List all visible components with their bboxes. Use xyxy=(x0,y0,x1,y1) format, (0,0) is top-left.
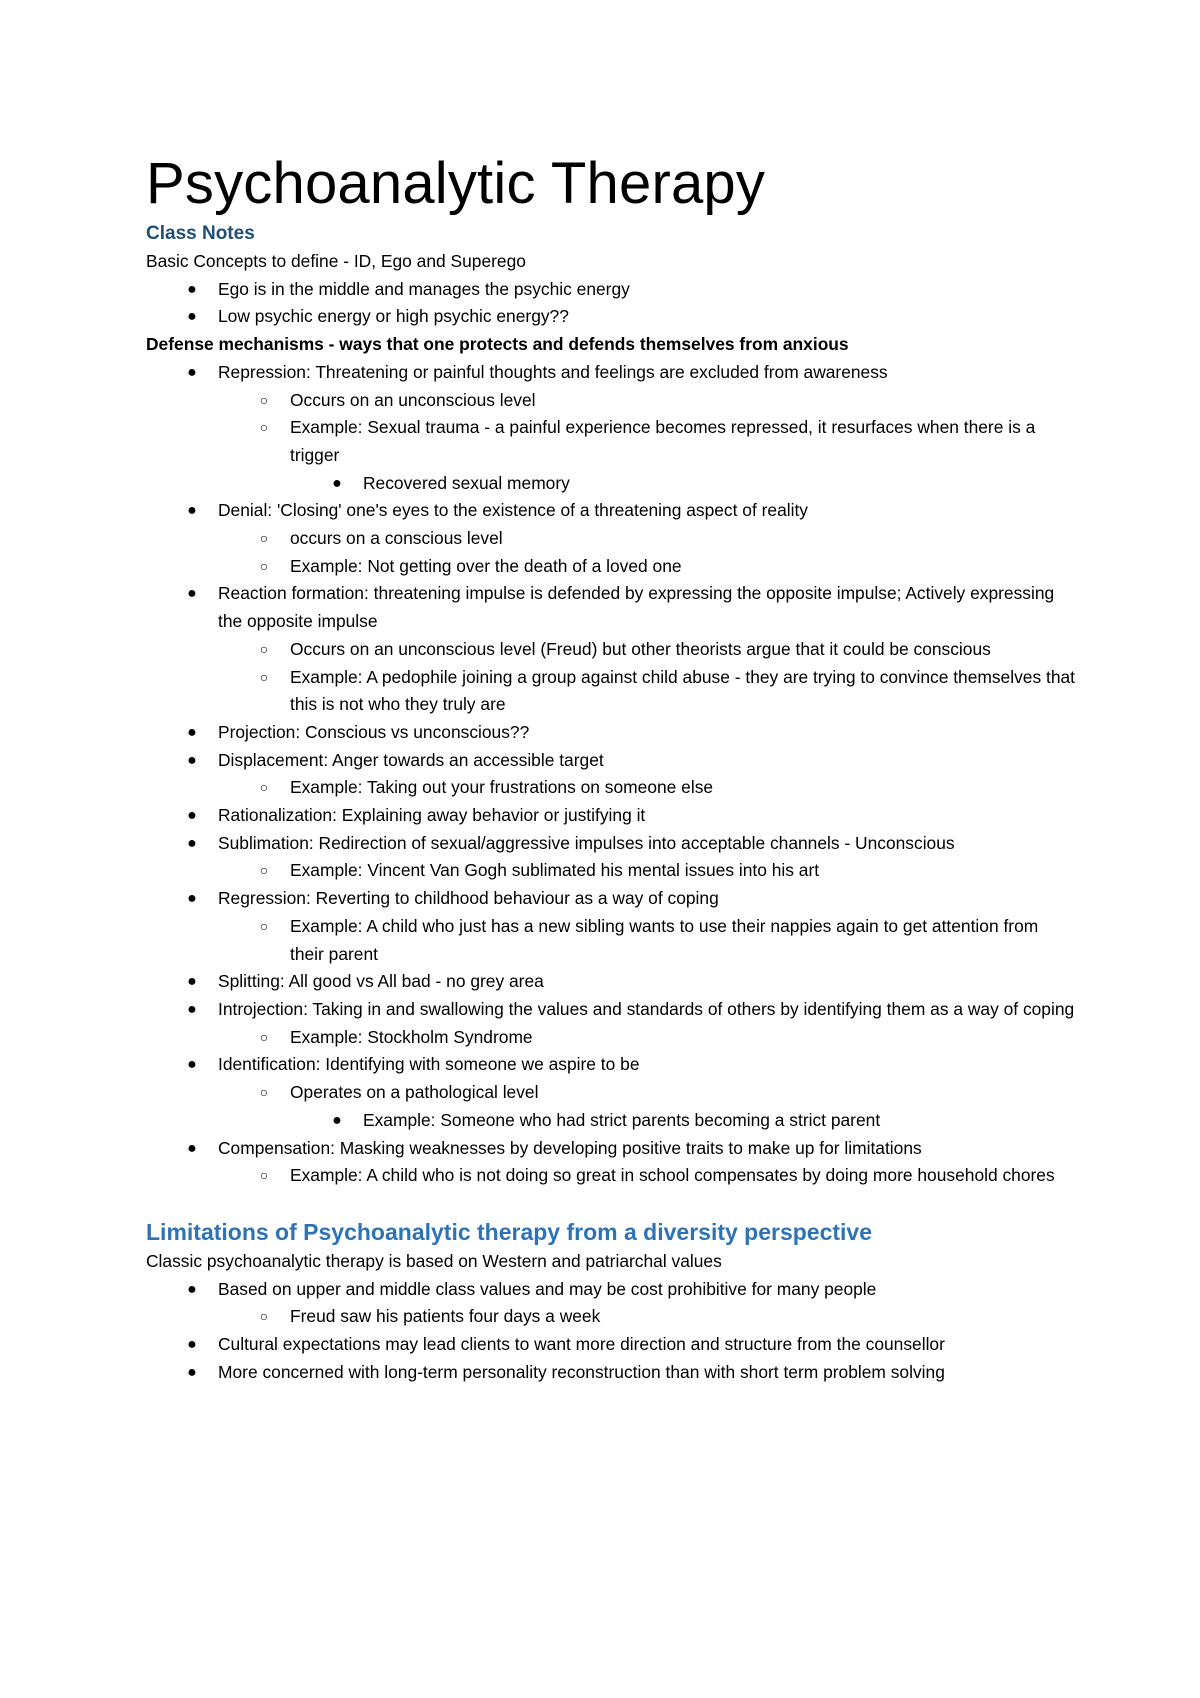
circle-bullet-icon: ○ xyxy=(259,668,269,685)
nested-list xyxy=(146,774,1076,802)
list-item: ○ Example: A pedophile joining a group against child abuse - they are trying to convince themselves that this is not who they truly are xyxy=(146,664,1076,719)
bullet-icon: ● xyxy=(187,280,197,298)
list-item: ○ occurs on a conscious level xyxy=(146,525,1076,553)
basic-concepts-intro: Basic Concepts to define - ID, Ego and Superego xyxy=(146,251,526,271)
limitations-intro: Classic psychoanalytic therapy is based on Western and patriarchal values xyxy=(146,1250,722,1271)
list-item: ○ Example: Sexual trauma - a painful experience becomes repressed, it resurfaces when there is a trigger xyxy=(146,414,1076,469)
bullet-icon: ● xyxy=(187,751,197,769)
basic-concepts-list xyxy=(146,276,1076,331)
bullet-icon: ● xyxy=(332,1111,342,1129)
bullet-icon: ● xyxy=(187,308,197,326)
circle-bullet-icon: ○ xyxy=(259,1084,269,1101)
list-item: ● Displacement: Anger towards an accessible target xyxy=(146,747,1076,775)
nested-list xyxy=(146,1079,1076,1134)
list-item: ○ Example: Stockholm Syndrome xyxy=(146,1024,1076,1052)
list-item: ● More concerned with long-term personality reconstruction than with short term problem solving xyxy=(146,1359,1076,1387)
list-item: ○ Occurs on an unconscious level xyxy=(146,387,1076,415)
bullet-icon: ● xyxy=(187,1056,197,1074)
defense-list xyxy=(146,359,1076,1190)
circle-bullet-icon: ○ xyxy=(259,1308,269,1325)
nested-list xyxy=(146,913,1076,968)
list-item: ● Example: Someone who had strict parents becoming a strict parent xyxy=(146,1107,1076,1135)
list-item: ○ Occurs on an unconscious level (Freud) but other theorists argue that it could be conscious xyxy=(146,636,1076,664)
list-item: ● Sublimation: Redirection of sexual/aggressive impulses into acceptable channels - Unconscious xyxy=(146,830,1076,858)
bullet-icon: ● xyxy=(187,807,197,825)
bullet-icon: ● xyxy=(187,1336,197,1354)
circle-bullet-icon: ○ xyxy=(259,779,269,796)
bullet-icon: ● xyxy=(187,890,197,908)
circle-bullet-icon: ○ xyxy=(259,391,269,408)
page-title: Psychoanalytic Therapy xyxy=(146,151,766,216)
list-item: ● Introjection: Taking in and swallowing the values and standards of others by identifying them as a way of coping xyxy=(146,996,1076,1024)
bullet-icon: ● xyxy=(187,1000,197,1018)
list-item: ● Identification: Identifying with someone we aspire to be xyxy=(146,1051,1076,1079)
nested-list xyxy=(146,857,1076,885)
circle-bullet-icon: ○ xyxy=(259,862,269,879)
list-item: ○ Operates on a pathological level xyxy=(146,1079,1076,1107)
list-item: ● Ego is in the middle and manages the psychic energy xyxy=(146,276,1076,304)
bullet-icon: ● xyxy=(187,363,197,381)
list-item: ● Rationalization: Explaining away behavior or justifying it xyxy=(146,802,1076,830)
bullet-icon: ● xyxy=(187,723,197,741)
list-item: ○ Example: Not getting over the death of a loved one xyxy=(146,553,1076,581)
list-item: ● Based on upper and middle class values and may be cost prohibitive for many people xyxy=(146,1276,1076,1304)
list-item: ○ Freud saw his patients four days a week xyxy=(146,1303,1076,1331)
nested-list xyxy=(146,387,1076,498)
bullet-icon: ● xyxy=(187,1363,197,1381)
bullet-icon: ● xyxy=(187,973,197,991)
list-item: ● Regression: Reverting to childhood behaviour as a way of coping xyxy=(146,885,1076,913)
list-item: ○ Example: Taking out your frustrations on someone else xyxy=(146,774,1076,802)
list-item: ● Projection: Conscious vs unconscious?? xyxy=(146,719,1076,747)
nested-list xyxy=(146,1162,1076,1190)
nested-list xyxy=(146,525,1076,580)
list-item: ● Recovered sexual memory xyxy=(146,470,1076,498)
list-item: ● Compensation: Masking weaknesses by developing positive traits to make up for limitations xyxy=(146,1135,1076,1163)
list-item: ● Reaction formation: threatening impulse is defended by expressing the opposite impulse; Actively expressing the opposite impulse xyxy=(146,580,1076,635)
list-item: ● Repression: Threatening or painful thoughts and feelings are excluded from awareness xyxy=(146,359,1076,387)
list-item: ● Cultural expectations may lead clients to want more direction and structure from the counsellor xyxy=(146,1331,1076,1359)
circle-bullet-icon: ○ xyxy=(259,557,269,574)
circle-bullet-icon: ○ xyxy=(259,1028,269,1045)
nested-list xyxy=(146,636,1076,719)
circle-bullet-icon: ○ xyxy=(259,917,269,934)
defense-heading: Defense mechanisms - ways that one protects and defends themselves from anxious xyxy=(146,334,849,355)
bullet-icon: ● xyxy=(187,585,197,603)
limitations-heading: Limitations of Psychoanalytic therapy from a diversity perspective xyxy=(146,1218,873,1245)
bullet-icon: ● xyxy=(187,1280,197,1298)
list-item: ● Low psychic energy or high psychic energy?? xyxy=(146,303,1076,331)
bullet-icon: ● xyxy=(187,502,197,520)
circle-bullet-icon: ○ xyxy=(259,1167,269,1184)
circle-bullet-icon: ○ xyxy=(259,530,269,547)
list-item: ○ Example: A child who is not doing so great in school compensates by doing more household chores xyxy=(146,1162,1076,1190)
limitations-list xyxy=(146,1276,1076,1387)
list-item: ○ Example: Vincent Van Gogh sublimated his mental issues into his art xyxy=(146,857,1076,885)
list-item: ● Splitting: All good vs All bad - no grey area xyxy=(146,968,1076,996)
document-content xyxy=(146,148,1076,1386)
nested-list xyxy=(146,1024,1076,1052)
circle-bullet-icon: ○ xyxy=(259,640,269,657)
circle-bullet-icon: ○ xyxy=(259,419,269,436)
list-item: ● Denial: 'Closing' one's eyes to the existence of a threatening aspect of reality xyxy=(146,497,1076,525)
bullet-icon: ● xyxy=(187,834,197,852)
nested-list xyxy=(146,1303,1076,1331)
subtitle: Class Notes xyxy=(146,223,255,244)
bullet-icon: ● xyxy=(332,474,342,492)
list-item: ○ Example: A child who just has a new sibling wants to use their nappies again to get attention from their parent xyxy=(146,913,1076,968)
bullet-icon: ● xyxy=(187,1139,197,1157)
